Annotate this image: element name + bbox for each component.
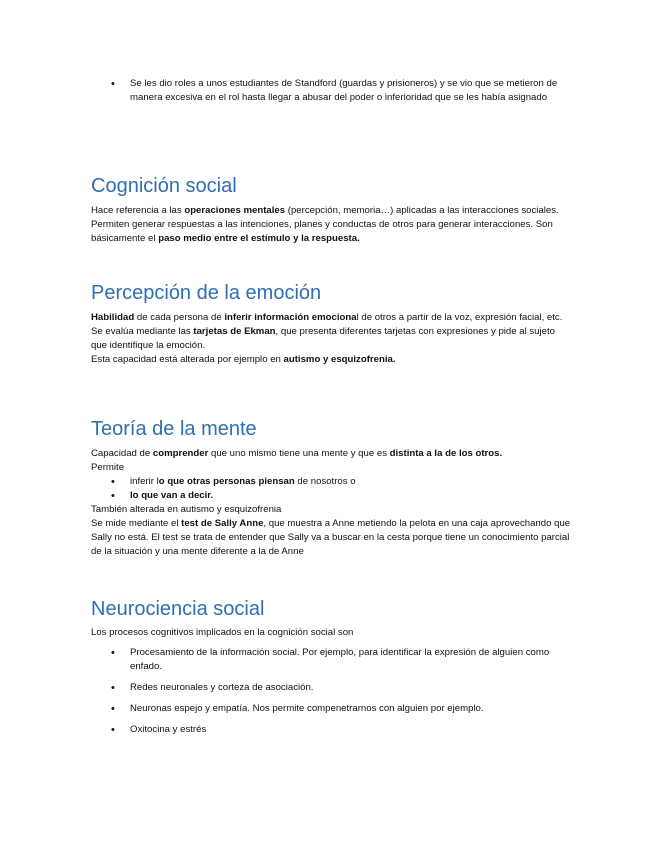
paragraph: También alterada en autismo y esquizofrenia <box>91 504 282 515</box>
paragraph: Hace referencia a las operaciones mentales (percepción, memoria…) aplicadas a las interacciones sociales. Permiten generar respuestas a las intenciones, planes y conductas de otros para generar interacciones. Son básicamente el paso medio entre el estímulo y la respuesta. <box>91 205 559 244</box>
teoria-body <box>91 447 571 559</box>
neuro-intro <box>91 626 571 640</box>
list-item: • lo que van a decir. <box>91 489 571 503</box>
section-heading-neurociencia: Neurociencia social <box>91 598 265 620</box>
section-heading-percepcion: Percepción de la emoción <box>91 282 322 304</box>
intro-list <box>91 77 571 105</box>
paragraph: Los procesos cognitivos implicados en la cognición social son <box>91 627 354 638</box>
section-heading-cognicion: Cognición social <box>91 175 237 197</box>
teoria-list <box>91 475 571 503</box>
neuro-list <box>91 646 571 737</box>
paragraph: Se mide mediante el test de Sally Anne, que muestra a Anne metiendo la pelota en una caja aprovechando que Sally no está. El test se trata de entender que Sally va a buscar en la cesta porque tiene un conocimiento parcial de la situación y una mente diferente a la de Anne <box>91 518 571 557</box>
cognicion-paragraph <box>91 204 571 246</box>
list-item: • Redes neuronales y corteza de asociación. <box>91 681 571 695</box>
list-item: • Oxitocina y estrés <box>91 723 571 737</box>
list-item: • Neuronas espejo y empatía. Nos permite compenetrarnos con alguien por ejemplo. <box>91 702 571 716</box>
list-item: • Procesamiento de la información social. Por ejemplo, para identificar la expresión de alguien como enfado. <box>91 646 571 674</box>
list-item: • inferir lo que otras personas piensan de nosotros o <box>91 475 571 489</box>
percepcion-body <box>91 311 571 367</box>
paragraph: Permite <box>91 462 125 473</box>
paragraph: Se evalúa mediante las tarjetas de Ekman, que presenta diferentes tarjetas con expresiones y pide al sujeto que identifique la emoción. <box>91 326 555 351</box>
section-heading-teoria: Teoría de la mente <box>91 418 257 440</box>
paragraph: Capacidad de comprender que uno mismo tiene una mente y que es distinta a la de los otros. <box>91 448 503 459</box>
paragraph: Habilidad de cada persona de inferir información emocional de otros a partir de la voz, expresión facial, etc. <box>91 312 563 323</box>
list-item: • Se les dio roles a unos estudiantes de Standford (guardas y prisioneros) y se vio que se metieron de manera excesiva en el rol hasta llegar a abusar del poder o inferioridad que se les había asignado <box>91 77 571 105</box>
paragraph: Esta capacidad está alterada por ejemplo en autismo y esquizofrenia. <box>91 354 396 365</box>
